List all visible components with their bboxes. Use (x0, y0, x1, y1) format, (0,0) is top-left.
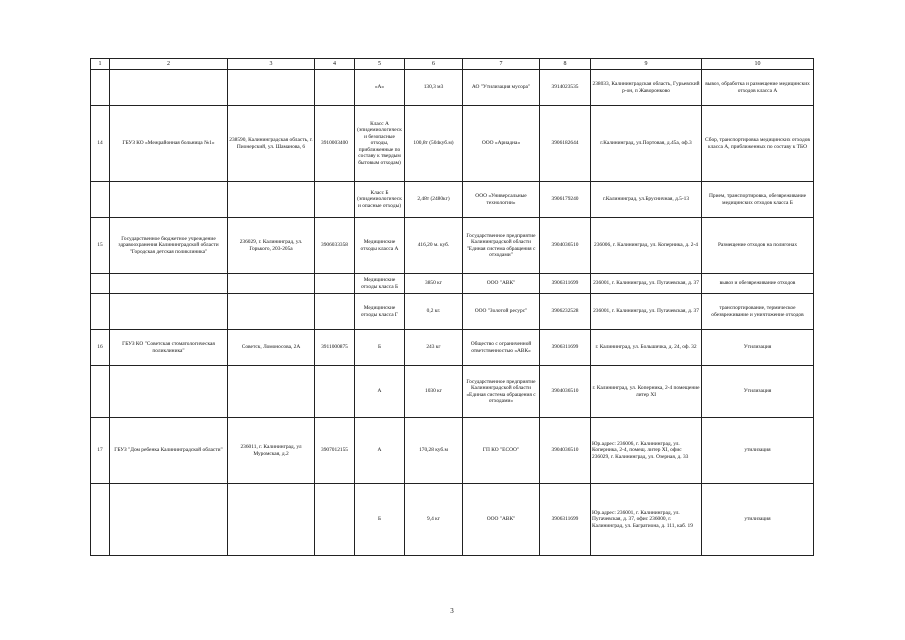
header-cell: 2 (110, 59, 228, 70)
contractor-inn: 3906311699 (540, 330, 591, 366)
institution-name (110, 182, 228, 218)
contractor-address: г. Калининград, ул. Коперника, 2-4 помещение литер XI (591, 366, 702, 418)
header-cell: 1 (91, 59, 110, 70)
institution-inn: 3906033358 (315, 218, 355, 274)
contractor-address: Юр.адрес: 236006, г. Калининград, ул. Коперника, 2-4, помещ. литер XI, офис 236029, г. Калининград, ул. Озерная, д. 33 (591, 418, 702, 484)
waste-amount: 1030 кг (405, 366, 463, 418)
row-number: 15 (91, 218, 110, 274)
institution-name (110, 274, 228, 294)
service-type: Размещение отходов на полигонах (702, 218, 814, 274)
waste-amount: 130,3 м3 (405, 70, 463, 106)
waste-amount: 9,4 кг (405, 484, 463, 556)
institution-address: 238590, Калининградская область, г. Пионерский, ул. Шаманова, 6 (228, 106, 315, 182)
service-type: Утилизация (702, 366, 814, 418)
waste-amount: 416,20 м. куб. (405, 218, 463, 274)
contractor-inn: 3906232528 (540, 294, 591, 330)
waste-class: А (355, 366, 405, 418)
institution-name: ГБУЗ "Дом ребенка Калининградской области" (110, 418, 228, 484)
table-row (91, 484, 814, 556)
waste-amount: 100,8т (504куб.м) (405, 106, 463, 182)
institution-inn (315, 182, 355, 218)
institution-address (228, 484, 315, 556)
row-number (91, 484, 110, 556)
row-number: 14 (91, 106, 110, 182)
contractor-inn: 3906311699 (540, 274, 591, 294)
contractor-address: 236001, г. Калининград, ул. Пугачевская, д. 37 (591, 274, 702, 294)
institution-name (110, 484, 228, 556)
institution-inn (315, 274, 355, 294)
row-number (91, 294, 110, 330)
institution-inn: 3911000875 (315, 330, 355, 366)
row-number (91, 274, 110, 294)
waste-amount: 3850 кг (405, 274, 463, 294)
contractor-name: Государственное предприятие Калининградской области «Единая система обращения с отходами» (463, 366, 540, 418)
waste-class: Медицинские отходы класса А (355, 218, 405, 274)
institution-inn (315, 294, 355, 330)
header-cell: 5 (355, 59, 405, 70)
table-row (91, 70, 814, 106)
row-number (91, 366, 110, 418)
contractor-inn: 3906182644 (540, 106, 591, 182)
contractor-name: ГП КО "ЕСОО" (463, 418, 540, 484)
contractor-name: Государственное предприятие Калининградской области "Единая система обращения с отходами" (463, 218, 540, 274)
contractor-address: г.Калининград, ул.Портовая, д.45а, оф.3 (591, 106, 702, 182)
institution-name: ГБУЗ КО "Советская стоматологическая поликлиника" (110, 330, 228, 366)
contractor-name: ООО «Ариадна» (463, 106, 540, 182)
contractor-address: 236006, г. Калининград, ул. Коперника, д. 2-4 (591, 218, 702, 274)
contractor-address: 238033, Калининградская область, Гурьевский р-он, п Жаворонково (591, 70, 702, 106)
institution-address (228, 366, 315, 418)
table-row (91, 274, 814, 294)
institution-inn (315, 484, 355, 556)
institution-address: 236029, г. Калининград, ул. Горького, 203-205а (228, 218, 315, 274)
institution-name: Государственное бюджетное учреждение здравоохранения Калининградской области "Городская детская поликлиника" (110, 218, 228, 274)
service-type: вывоз и обезвреживание отходов (702, 274, 814, 294)
header-cell: 9 (591, 59, 702, 70)
header-cell: 4 (315, 59, 355, 70)
contractor-address: г. Калининград, ул. Большичка, д. 24, оф. 32 (591, 330, 702, 366)
waste-class: Медицинские отходы класса Г (355, 294, 405, 330)
institution-inn: 3907012155 (315, 418, 355, 484)
contractor-name: ООО "АВК" (463, 274, 540, 294)
contractor-address: 236001, г. Калининград, ул. Пугачевская, д. 37 (591, 294, 702, 330)
institution-name (110, 366, 228, 418)
service-type: Утилизация (702, 330, 814, 366)
row-number (91, 182, 110, 218)
contractor-inn: 3906311699 (540, 484, 591, 556)
institution-name: ГБУЗ КО «Межрайонная больница №1» (110, 106, 228, 182)
row-number: 16 (91, 330, 110, 366)
contractor-inn: 3906179240 (540, 182, 591, 218)
table-row (91, 418, 814, 484)
table-row (91, 366, 814, 418)
contractor-address: г.Калининград, ул.Брусничная, д.5-13 (591, 182, 702, 218)
waste-class: Медицинские отходы класса Б (355, 274, 405, 294)
row-number (91, 70, 110, 106)
waste-class: Б (355, 484, 405, 556)
service-type: Сбор, транспортировка медицинских отходов класса А, приближенных по составу к ТБО (702, 106, 814, 182)
institution-name (110, 70, 228, 106)
table-row (91, 218, 814, 274)
institution-address (228, 70, 315, 106)
waste-amount: 243 кг (405, 330, 463, 366)
header-cell: 8 (540, 59, 591, 70)
contractor-inn: 3914023535 (540, 70, 591, 106)
waste-amount: 2,48т (2480кг) (405, 182, 463, 218)
institution-address (228, 182, 315, 218)
institution-address (228, 294, 315, 330)
waste-amount: 0,2 кг. (405, 294, 463, 330)
service-type: Прием, транспортировка, обезвреживание медицинских отходов класса Б (702, 182, 814, 218)
waste-class: А (355, 418, 405, 484)
institution-address: Советск, Ломоносова, 2А (228, 330, 315, 366)
contractor-name: Общество с ограниченной ответственностью «АВК» (463, 330, 540, 366)
header-cell: 7 (463, 59, 540, 70)
waste-class: Класс А (эпидемиологическ и безопасные отходы, приближенные по составу к твердым бытовым отходам) (355, 106, 405, 182)
contractor-inn: 3904036510 (540, 366, 591, 418)
table-row (91, 106, 814, 182)
institution-inn (315, 70, 355, 106)
institution-inn (315, 366, 355, 418)
institution-address: 236011, г. Калининград, ул Муромская, д.2 (228, 418, 315, 484)
institution-name (110, 294, 228, 330)
contractor-name: ООО "АВК" (463, 484, 540, 556)
table-row (91, 330, 814, 366)
contractor-name: ООО "Золотой ресурс" (463, 294, 540, 330)
contractor-name: АО "Утилизация мусора" (463, 70, 540, 106)
table-row (91, 294, 814, 330)
contractor-name: ООО «Универсальные технологии» (463, 182, 540, 218)
header-cell: 6 (405, 59, 463, 70)
waste-class: «А» (355, 70, 405, 106)
service-type: утилизация (702, 418, 814, 484)
contractor-address: Юр.адрес: 236001, г. Калининград, ул. Пугачевская, д. 37, офис 236000, г. Калининград, ул. Багратиона, д. 111, каб. 19 (591, 484, 702, 556)
header-cell: 3 (228, 59, 315, 70)
column-number-row (91, 59, 814, 70)
table-row (91, 182, 814, 218)
service-type: транспортирование, термическое обезвреживание и уничтожение отходов (702, 294, 814, 330)
waste-amount: 170,28 куб.м (405, 418, 463, 484)
institution-address (228, 274, 315, 294)
service-type: вывоз, обработка и размещение медицинских отходов класса А (702, 70, 814, 106)
service-type: утилизация (702, 484, 814, 556)
page-number: 3 (450, 607, 454, 615)
waste-class: Класс Б (эпидемиологически опасные отходы) (355, 182, 405, 218)
waste-class: Б (355, 330, 405, 366)
row-number: 17 (91, 418, 110, 484)
institution-inn: 3910003400 (315, 106, 355, 182)
waste-disposal-table (90, 58, 814, 556)
contractor-inn: 3904036510 (540, 418, 591, 484)
contractor-inn: 3904036510 (540, 218, 591, 274)
header-cell: 10 (702, 59, 814, 70)
